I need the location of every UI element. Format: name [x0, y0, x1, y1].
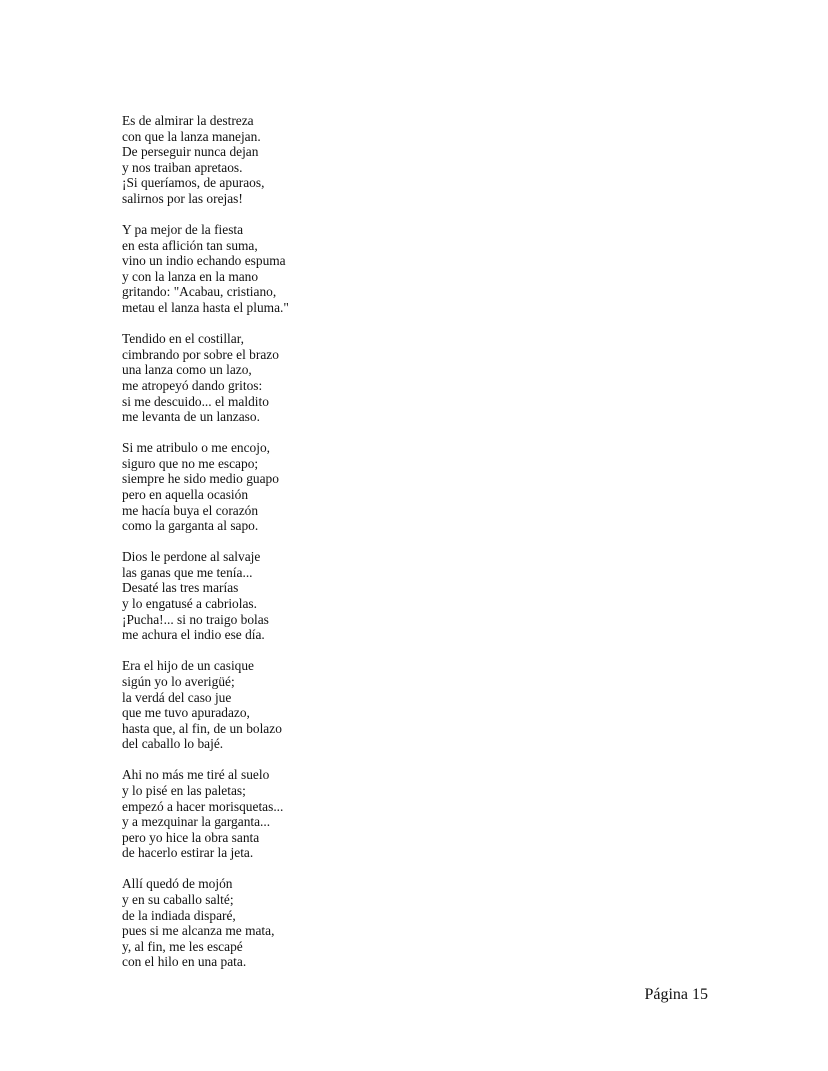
- poem-line: en esta aflición tan suma,: [122, 237, 258, 253]
- stanza: [122, 549, 482, 643]
- poem-line: cimbrando por sobre el brazo: [122, 346, 279, 362]
- poem-line: vino un indio echando espuma: [122, 253, 286, 269]
- poem-line: una lanza como un lazo,: [122, 362, 252, 378]
- poem-line: y con la lanza en la mano: [122, 268, 259, 284]
- poem-line: hasta que, al fin, de un bolazo: [122, 720, 282, 736]
- poem-line: Allí quedó de mojón: [122, 876, 233, 892]
- poem-line: y nos traiban apretaos.: [122, 159, 243, 175]
- poem-line: con el hilo en una pata.: [122, 954, 247, 970]
- poem-line: pero yo hice la obra santa: [122, 829, 260, 845]
- poem-line: sigún yo lo averigüé;: [122, 673, 235, 689]
- poem-line: y lo pisé en las paletas;: [122, 782, 246, 798]
- poem-line: que me tuvo apuradazo,: [122, 705, 250, 721]
- poem-line: metau el lanza hasta el pluma.": [122, 300, 289, 316]
- stanza: [122, 113, 482, 207]
- poem-line: y en su caballo salté;: [122, 892, 234, 908]
- poem-line: me achura el indio ese día.: [122, 627, 265, 643]
- stanza: [122, 331, 482, 425]
- poem-body: [122, 113, 482, 986]
- poem-line: las ganas que me tenía...: [122, 564, 253, 580]
- stanza: [122, 222, 482, 316]
- poem-line: y, al fin, me les escapé: [122, 938, 243, 954]
- poem-line: y a mezquinar la garganta...: [122, 814, 271, 830]
- poem-line: me hacía buya el corazón: [122, 502, 259, 518]
- poem-line: como la garganta al sapo.: [122, 518, 259, 534]
- poem-line: pues si me alcanza me mata,: [122, 923, 275, 939]
- poem-line: Era el hijo de un casique: [122, 658, 254, 674]
- poem-line: y lo engatusé a cabriolas.: [122, 596, 257, 612]
- poem-line: me atropeyó dando gritos:: [122, 377, 263, 393]
- poem-line: ¡Pucha!... si no traigo bolas: [122, 611, 269, 627]
- poem-line: salirnos por las orejas!: [122, 190, 243, 206]
- poem-line: de la indiada disparé,: [122, 907, 236, 923]
- poem-line: Tendido en el costillar,: [122, 331, 244, 347]
- poem-line: de hacerlo estirar la jeta.: [122, 845, 254, 861]
- poem-line: Ahi no más me tiré al suelo: [122, 767, 270, 783]
- poem-line: siguro que no me escapo;: [122, 455, 259, 471]
- poem-line: empezó a hacer morisquetas...: [122, 798, 284, 814]
- poem-line: ¡Si queríamos, de apuraos,: [122, 175, 265, 191]
- poem-line: Si me atribulo o me encojo,: [122, 440, 271, 456]
- poem-line: me levanta de un lanzaso.: [122, 409, 260, 425]
- poem-line: Y pa mejor de la fiesta: [122, 222, 244, 238]
- poem-line: la verdá del caso jue: [122, 689, 232, 705]
- poem-line: gritando: "Acabau, cristiano,: [122, 284, 277, 300]
- stanza: [122, 440, 482, 534]
- stanza: [122, 658, 482, 752]
- poem-line: Desaté las tres marías: [122, 580, 239, 596]
- poem-line: con que la lanza manejan.: [122, 128, 261, 144]
- poem-line: Dios le perdone al salvaje: [122, 549, 261, 565]
- poem-line: del caballo lo bajé.: [122, 736, 224, 752]
- page-number: Página 15: [644, 986, 708, 1003]
- poem-line: siempre he sido medio guapo: [122, 471, 279, 487]
- stanza: [122, 876, 482, 970]
- poem-line: si me descuido... el maldito: [122, 393, 269, 409]
- stanza: [122, 767, 482, 861]
- poem-line: Es de almirar la destreza: [122, 113, 254, 128]
- poem-line: De perseguir nunca dejan: [122, 144, 259, 160]
- poem-line: pero en aquella ocasión: [122, 486, 249, 502]
